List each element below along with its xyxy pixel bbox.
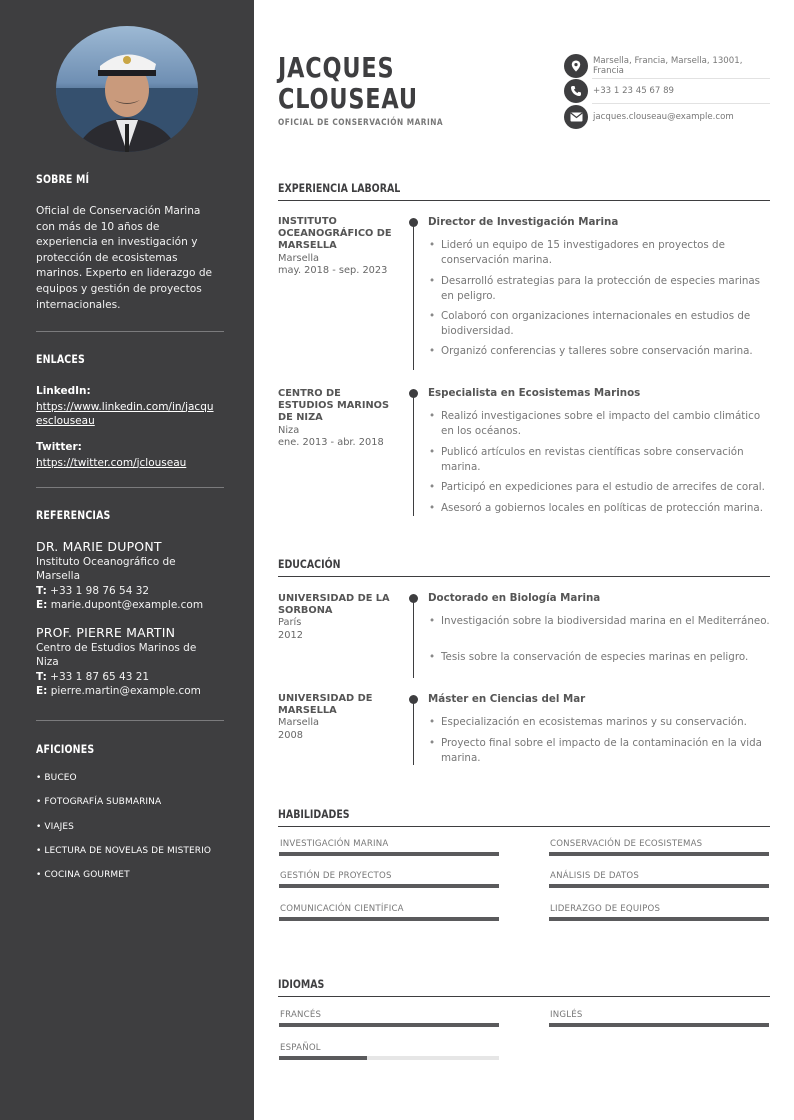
skill-item-bar bbox=[549, 852, 769, 856]
skill-item-label: LIDERAZGO DE EQUIPOS bbox=[550, 904, 661, 914]
language-item-bar bbox=[279, 1056, 499, 1060]
divider bbox=[36, 331, 224, 332]
phone-label: T: bbox=[36, 670, 47, 683]
language-item bbox=[549, 1010, 769, 1027]
bullet-item: • Realizó investigaciones sobre el impacto del cambio climático en los océanos. bbox=[428, 409, 770, 438]
reference-org: Instituto Oceanográfico de Marsella bbox=[36, 555, 176, 583]
language-item bbox=[279, 1043, 499, 1060]
skill-item bbox=[549, 871, 769, 888]
reference-name: DR. MARIE DUPONT bbox=[36, 539, 162, 554]
timeline-line bbox=[413, 699, 414, 765]
skill-item-bar-fill bbox=[549, 884, 769, 888]
phone-icon bbox=[564, 79, 588, 103]
skill-item-bar bbox=[549, 917, 769, 921]
email-label: E: bbox=[36, 599, 48, 612]
timeline-line bbox=[413, 393, 414, 516]
education-org bbox=[278, 693, 398, 742]
first-name: JACQUES bbox=[278, 51, 395, 84]
skill-item bbox=[279, 871, 499, 888]
skill-item-label: ANÁLISIS DE DATOS bbox=[550, 871, 640, 881]
about-heading: SOBRE MÍ bbox=[36, 172, 90, 186]
section-rule bbox=[278, 826, 770, 827]
contact-email bbox=[564, 105, 770, 129]
links-heading: ENLACES bbox=[36, 352, 85, 366]
divider bbox=[592, 103, 770, 104]
phone-text: +33 1 23 45 67 89 bbox=[593, 86, 675, 96]
skills-heading: HABILIDADES bbox=[278, 807, 350, 821]
skill-item-label: GESTIÓN DE PROYECTOS bbox=[280, 871, 392, 881]
linkedin-link[interactable]: https://www.linkedin.com/in/jacquesclouseau bbox=[36, 400, 214, 427]
reference-org: Centro de Estudios Marinos de Niza bbox=[36, 641, 197, 669]
org-dates: 2012 bbox=[278, 629, 303, 641]
email-text[interactable]: jacques.clouseau@example.com bbox=[593, 112, 734, 122]
bullet-item: • Desarrolló estrategias para la protección de especies marinas en peligro. bbox=[428, 274, 770, 303]
hobby-item: • COCINA GOURMET bbox=[36, 870, 130, 880]
skill-item-bar bbox=[279, 852, 499, 856]
person-name bbox=[278, 52, 418, 114]
hobby-item: • FOTOGRAFÍA SUBMARINA bbox=[36, 797, 162, 807]
timeline-dot bbox=[409, 218, 418, 227]
skill-item-bar-fill bbox=[279, 852, 499, 856]
reference-email: marie.dupont@example.com bbox=[50, 599, 204, 612]
role-title: Especialista en Ecosistemas Marinos bbox=[428, 387, 641, 399]
mail-icon bbox=[564, 105, 588, 129]
skill-item bbox=[549, 904, 769, 921]
role-title: Director de Investigación Marina bbox=[428, 216, 619, 228]
reference-item bbox=[36, 539, 216, 613]
timeline-line bbox=[413, 222, 414, 370]
divider bbox=[36, 487, 224, 488]
link-twitter bbox=[36, 440, 216, 470]
language-item bbox=[279, 1010, 499, 1027]
education-heading: EDUCACIÓN bbox=[278, 557, 341, 571]
section-rule bbox=[278, 576, 770, 577]
sidebar bbox=[0, 0, 254, 1120]
skill-item-bar bbox=[279, 884, 499, 888]
section-rule bbox=[278, 200, 770, 201]
degree-title: Máster en Ciencias del Mar bbox=[428, 693, 586, 705]
org-city: Niza bbox=[278, 424, 300, 436]
reference-email: pierre.martin@example.com bbox=[50, 685, 201, 698]
languages-heading: IDIOMAS bbox=[278, 977, 325, 991]
experience-heading: EXPERIENCIA LABORAL bbox=[278, 181, 401, 195]
org-dates: 2008 bbox=[278, 729, 303, 741]
language-item-label: ESPAÑOL bbox=[280, 1043, 321, 1053]
skill-item-bar bbox=[549, 884, 769, 888]
link-linkedin bbox=[36, 384, 216, 428]
section-rule bbox=[278, 996, 770, 997]
org-name: UNIVERSIDAD DE MARSELLA bbox=[278, 693, 373, 717]
timeline-line bbox=[413, 598, 414, 678]
hobby-item: • BUCEO bbox=[36, 773, 77, 783]
twitter-link[interactable]: https://twitter.com/jclouseau bbox=[36, 456, 187, 469]
skill-item-bar-fill bbox=[549, 852, 769, 856]
org-city: París bbox=[278, 617, 302, 629]
bullet-item: • Asesoró a gobiernos locales en políticas de protección marina. bbox=[428, 501, 770, 516]
reference-item bbox=[36, 625, 216, 699]
linkedin-label: LinkedIn: bbox=[36, 385, 91, 397]
bullet-item: • Colaboró con organizaciones internacionales en estudios de biodiversidad. bbox=[428, 309, 770, 338]
bullet-item: • Participó en expediciones para el estudio de arrecifes de coral. bbox=[428, 480, 770, 495]
language-item-bar-fill bbox=[279, 1056, 367, 1060]
org-city: Marsella bbox=[278, 252, 320, 264]
reference-phone: +33 1 98 76 54 32 bbox=[50, 584, 150, 597]
profile-photo bbox=[56, 26, 198, 152]
address-text: Marsella, Francia, Marsella, 13001, Francia bbox=[593, 56, 743, 76]
timeline-dot bbox=[409, 695, 418, 704]
bullet-item: • Tesis sobre la conservación de especies marinas en peligro. bbox=[428, 650, 770, 665]
bullet-item: • Lideró un equipo de 15 investigadores en proyectos de conservación marina. bbox=[428, 238, 770, 267]
timeline-dot bbox=[409, 594, 418, 603]
org-name: UNIVERSIDAD DE LA SORBONA bbox=[278, 593, 390, 617]
skill-item-bar-fill bbox=[549, 917, 769, 921]
language-item-label: FRANCÉS bbox=[280, 1010, 322, 1020]
language-item-bar-fill bbox=[279, 1023, 499, 1027]
hobby-item: • LECTURA DE NOVELAS DE MISTERIO bbox=[36, 846, 212, 856]
bullet-item: • Proyecto final sobre el impacto de la contaminación en la vida marina. bbox=[428, 736, 770, 765]
hobbies-heading: AFICIONES bbox=[36, 742, 95, 756]
location-pin-icon bbox=[564, 54, 588, 78]
language-item-label: INGLÉS bbox=[550, 1010, 583, 1020]
references-heading: REFERENCIAS bbox=[36, 508, 111, 522]
language-item-bar bbox=[549, 1023, 769, 1027]
job-title: OFICIAL DE CONSERVACIÓN MARINA bbox=[278, 118, 444, 128]
divider bbox=[36, 720, 224, 721]
skill-item bbox=[279, 904, 499, 921]
email-label: E: bbox=[36, 685, 48, 698]
org-name: CENTRO DE ESTUDIOS MARINOS DE NIZA bbox=[278, 388, 390, 424]
skill-item-label: INVESTIGACIÓN MARINA bbox=[280, 839, 389, 849]
language-item-bar-fill bbox=[549, 1023, 769, 1027]
skill-item-bar-fill bbox=[279, 884, 499, 888]
education-org bbox=[278, 593, 398, 642]
skill-item-label: CONSERVACIÓN DE ECOSISTEMAS bbox=[550, 839, 703, 849]
org-city: Marsella bbox=[278, 717, 320, 729]
last-name: CLOUSEAU bbox=[278, 82, 418, 115]
bullet-item: • Especialización en ecosistemas marinos y su conservación. bbox=[428, 715, 770, 730]
timeline-dot bbox=[409, 389, 418, 398]
bullet-item: • Publicó artículos en revistas científicas sobre conservación marina. bbox=[428, 445, 770, 474]
skill-item-label: COMUNICACIÓN CIENTÍFICA bbox=[280, 904, 404, 914]
hobby-item: • VIAJES bbox=[36, 822, 74, 832]
skill-item-bar-fill bbox=[279, 917, 499, 921]
reference-name: PROF. PIERRE MARTIN bbox=[36, 625, 176, 640]
bullet-item: • Investigación sobre la biodiversidad marina en el Mediterráneo. bbox=[428, 614, 770, 629]
org-dates: ene. 2013 - abr. 2018 bbox=[278, 436, 384, 448]
experience-org bbox=[278, 216, 398, 277]
skill-item bbox=[279, 839, 499, 856]
bullet-item: • Organizó conferencias y talleres sobre conservación marina. bbox=[428, 344, 770, 359]
twitter-label: Twitter: bbox=[36, 441, 82, 453]
skill-item-bar bbox=[279, 917, 499, 921]
contact-address bbox=[564, 54, 770, 78]
about-text: Oficial de Conservación Marina con más de 10 años de experiencia en investigación y protección de ecosistemas marinos. Experto en liderazgo de equipos y gestión de proyectos internacionales. bbox=[36, 205, 213, 311]
org-name: INSTITUTO OCEANOGRÁFICO DE MARSELLA bbox=[278, 216, 392, 252]
degree-title: Doctorado en Biología Marina bbox=[428, 592, 601, 604]
phone-label: T: bbox=[36, 584, 47, 597]
skill-item bbox=[549, 839, 769, 856]
org-dates: may. 2018 - sep. 2023 bbox=[278, 264, 388, 276]
contact-phone bbox=[564, 79, 770, 103]
reference-phone: +33 1 87 65 43 21 bbox=[50, 670, 150, 683]
experience-org bbox=[278, 388, 398, 449]
language-item-bar bbox=[279, 1023, 499, 1027]
